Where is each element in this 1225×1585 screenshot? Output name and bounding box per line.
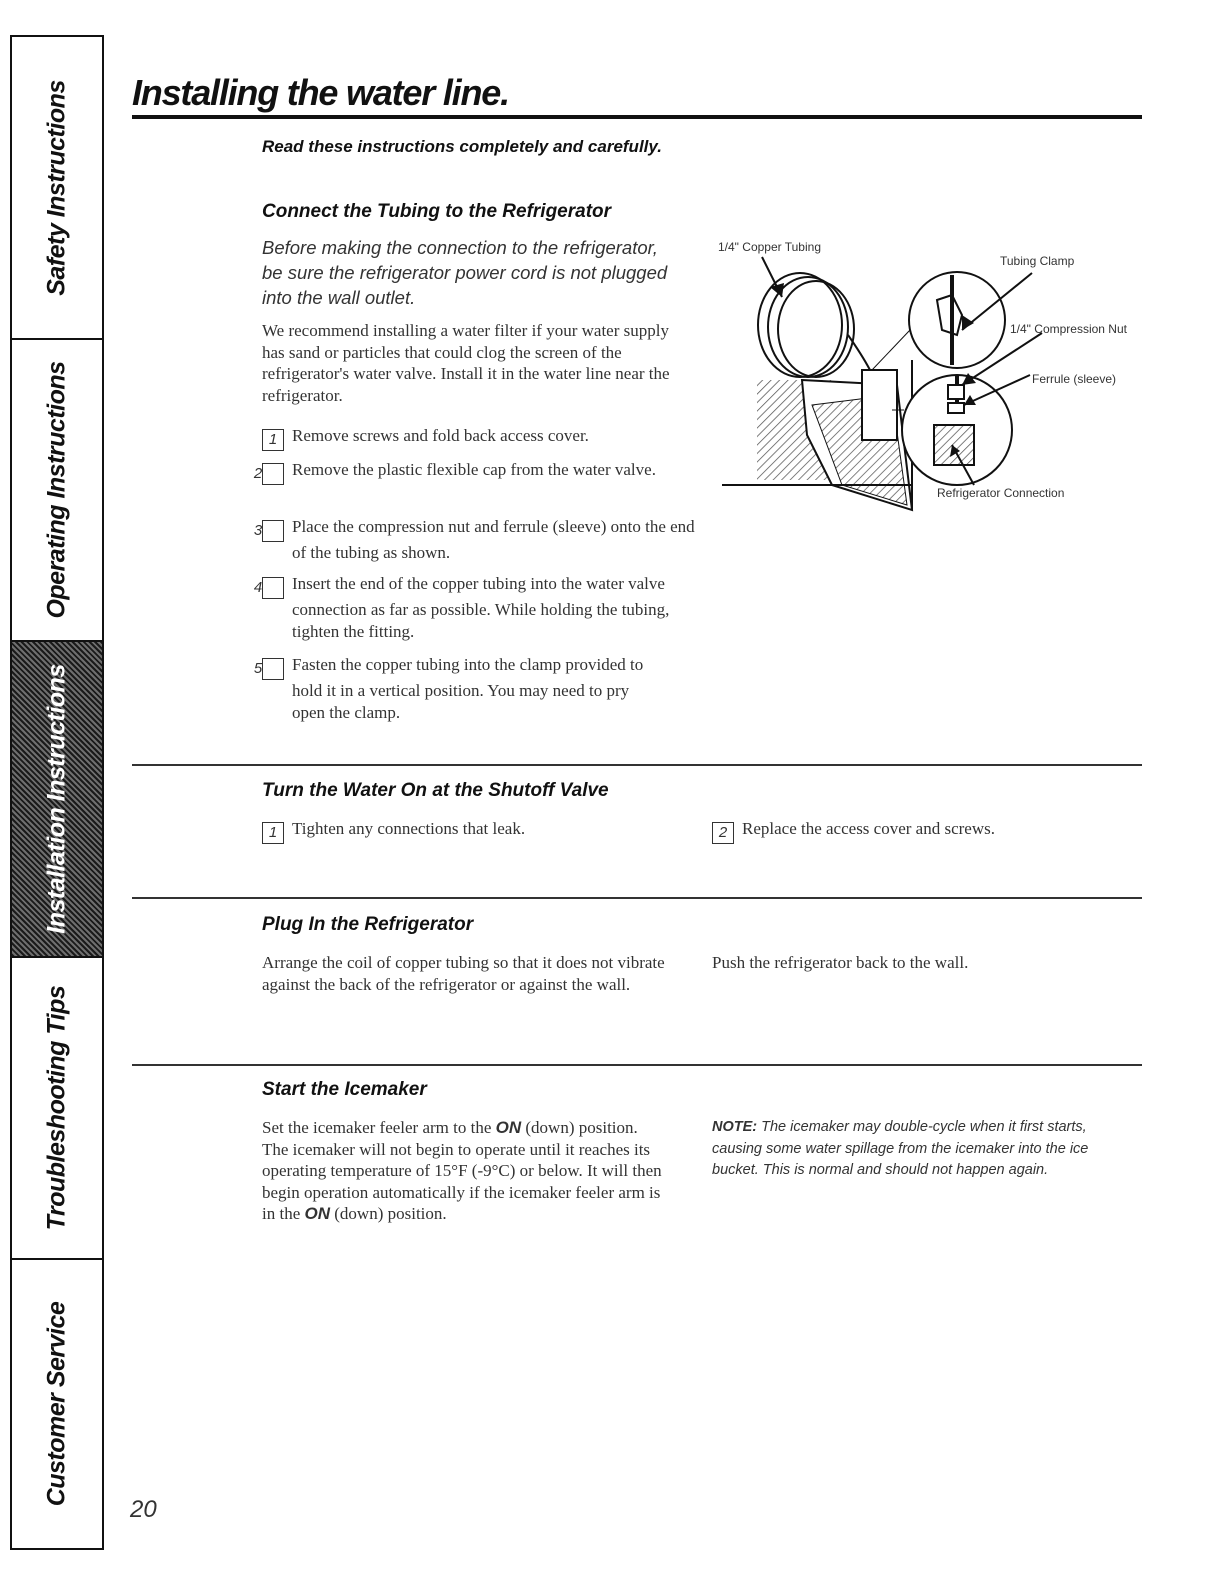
tab-label: Installation Instructions <box>42 664 71 934</box>
on-label: ON <box>495 1118 522 1137</box>
section-divider <box>132 897 1142 899</box>
step-2 <box>253 459 712 485</box>
step-text: Remove the plastic flexible cap from the water valve. <box>292 460 656 479</box>
step-text: Tighten any connections that leak. <box>292 819 526 838</box>
plug-in-right-text: Push the refrigerator back to the wall. <box>712 953 969 972</box>
icemaker-note <box>712 1117 1137 1182</box>
intro-heading: Read these instructions completely and carefully. <box>262 137 662 156</box>
label-refrigerator-connection: Refrigerator Connection <box>937 486 1065 500</box>
tab-installation-instructions[interactable] <box>12 642 102 958</box>
section-heading-plug-in: Plug In the Refrigerator <box>262 914 474 935</box>
section-heading-icemaker: Start the Icemaker <box>262 1079 427 1100</box>
step-number: 3 <box>262 520 284 542</box>
section-heading-connect: Connect the Tubing to the Refrigerator <box>262 201 612 222</box>
label-compression-nut: 1/4" Compression Nut <box>1010 322 1127 336</box>
section-divider <box>132 1064 1142 1066</box>
filter-paragraph: We recommend installing a water filter if your water supply has sand or particles that could clog the screen of the refrigerator's water valve. Install it in the water line near the refrigerator. <box>262 321 670 405</box>
step-number: 2 <box>262 463 284 485</box>
on-label: ON <box>304 1204 330 1223</box>
step-text: Remove screws and fold back access cover. <box>292 426 589 445</box>
water-step-1 <box>262 818 662 844</box>
tab-label: Troubleshooting Tips <box>42 985 71 1231</box>
section-heading-water-on: Turn the Water On at the Shutoff Valve <box>262 780 609 801</box>
step-text: Fasten the copper tubing into the clamp provided to hold it in a vertical position. You may need to pry open the clamp. <box>292 655 644 722</box>
water-line-diagram <box>712 235 1132 525</box>
label-ferrule: Ferrule (sleeve) <box>1032 372 1117 386</box>
section-divider <box>132 764 1142 766</box>
step-number: 2 <box>712 822 734 844</box>
step-number: 1 <box>262 429 284 451</box>
plug-in-left-text: Arrange the coil of copper tubing so that it does not vibrate against the back of the refrigerator or against the wall. <box>262 953 665 994</box>
step-text: Place the compression nut and ferrule (sleeve) onto the end of the tubing as shown. <box>292 517 695 562</box>
step-text: Insert the end of the copper tubing into the water valve connection as far as possible. While holding the tubing, tighten the fitting. <box>292 574 670 641</box>
water-step-2 <box>712 818 1112 844</box>
step-4 <box>253 573 712 642</box>
step-1 <box>262 425 682 451</box>
tab-safety-instructions[interactable] <box>12 37 102 340</box>
title-rule <box>132 115 1142 119</box>
tab-troubleshooting-tips[interactable] <box>12 958 102 1260</box>
power-warning: Before making the connection to the refrigerator, be sure the refrigerator power cord is not plugged into the wall outlet. <box>262 237 668 308</box>
step-text: Replace the access cover and screws. <box>742 819 995 838</box>
step-number: 5 <box>262 658 284 680</box>
tab-customer-service[interactable] <box>12 1260 102 1548</box>
tab-label: Operating Instructions <box>42 361 71 619</box>
page-title: Installing the water line. <box>132 72 509 113</box>
icemaker-text: (down) position. The icemaker will not begin to operate until it reaches its operating temperature of 15°F (-9°C) or below. It will then begin operation automatically if the icemaker feeler arm is in the <box>262 1118 662 1223</box>
tab-label: Safety Instructions <box>42 79 71 296</box>
page-number: 20 <box>130 1496 157 1523</box>
step-5 <box>253 654 652 723</box>
label-tubing-clamp: Tubing Clamp <box>1000 254 1075 268</box>
water-valve-drawing <box>862 370 897 440</box>
tab-operating-instructions[interactable] <box>12 340 102 642</box>
icemaker-paragraph <box>262 1117 667 1225</box>
icemaker-text: Set the icemaker feeler arm to the <box>262 1118 496 1137</box>
step-number: 4 <box>262 577 284 599</box>
tab-label: Customer Service <box>42 1301 71 1507</box>
icemaker-text: (down) position. <box>330 1204 447 1223</box>
step-number: 1 <box>262 822 284 844</box>
step-3 <box>253 516 712 564</box>
label-copper-tubing: 1/4" Copper Tubing <box>718 240 821 254</box>
note-text: The icemaker may double-cycle when it first starts, causing some water spillage from the icemaker into the ice bucket. This is normal and should not happen again. <box>712 1119 1089 1178</box>
note-label: NOTE: <box>712 1119 758 1135</box>
sidebar-tabs <box>10 35 104 1550</box>
